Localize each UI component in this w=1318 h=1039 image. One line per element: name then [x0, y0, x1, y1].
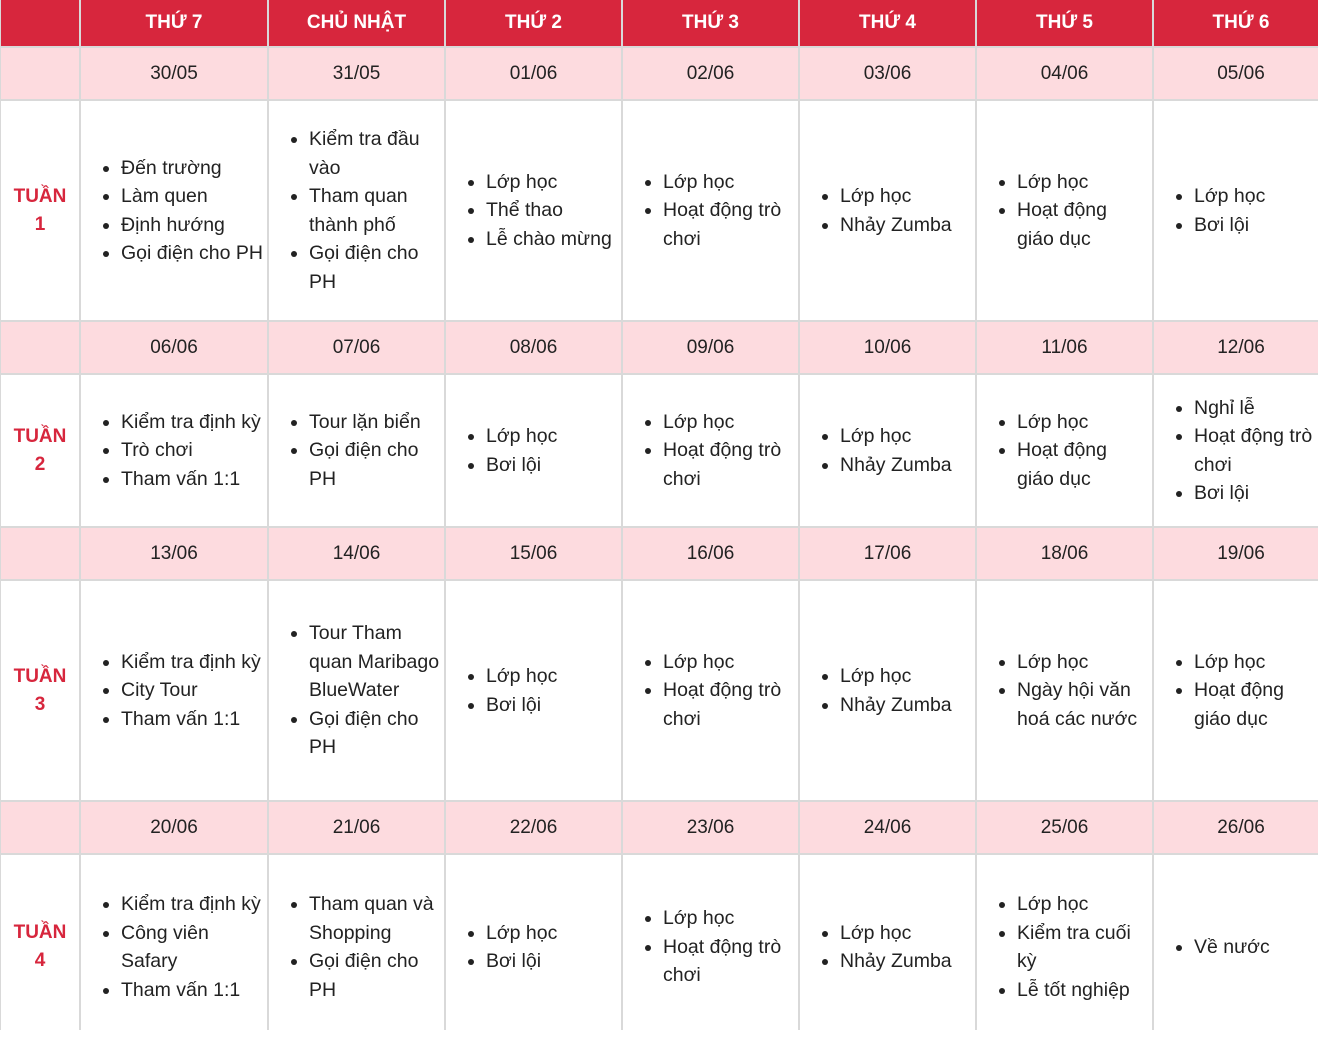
- activity-list: [800, 182, 952, 239]
- date-cell: 25/06: [977, 802, 1152, 853]
- activity-item: • Tour Tham quan Maribago BlueWater: [309, 619, 440, 705]
- activity-list: [81, 648, 261, 734]
- date-cell: 09/06: [623, 322, 798, 373]
- activity-item: • Nhảy Zumba: [840, 691, 952, 720]
- header-day: THỨ 6: [1154, 0, 1318, 46]
- date-cell: 03/06: [800, 48, 975, 99]
- activity-item: • Hoạt động trò chơi: [663, 196, 794, 253]
- activity-cell: [269, 101, 444, 320]
- week-number: 3: [34, 693, 46, 715]
- activity-cell: [977, 375, 1152, 526]
- activity-item: • Lớp học: [840, 662, 952, 691]
- activity-item: • Tham vấn 1:1: [121, 465, 261, 494]
- activity-list: [623, 168, 794, 254]
- activity-item: • Hoạt động giáo dục: [1017, 436, 1148, 493]
- date-cell: 02/06: [623, 48, 798, 99]
- activity-list: [1154, 182, 1265, 239]
- activity-list: [1154, 648, 1318, 734]
- activity-item: • Bơi lội: [486, 451, 557, 480]
- activity-cell: [81, 101, 267, 320]
- activity-item: • Hoạt động giáo dục: [1194, 676, 1318, 733]
- activity-item: • Lớp học: [1017, 890, 1148, 919]
- activity-list: [269, 408, 440, 494]
- date-cell: 15/06: [446, 528, 621, 579]
- activity-list: [81, 890, 263, 1004]
- activity-item: • Đến trường: [121, 154, 263, 183]
- week-label-text: TUẦN: [13, 425, 67, 447]
- date-cell: 07/06: [269, 322, 444, 373]
- activity-item: • Lớp học: [1194, 648, 1318, 677]
- activity-item: • Hoạt động trò chơi: [663, 436, 794, 493]
- activity-cell: [977, 581, 1152, 800]
- activity-item: • Nhảy Zumba: [840, 211, 952, 240]
- activity-item: • Gọi điện cho PH: [121, 239, 263, 268]
- activity-item: • Nhảy Zumba: [840, 451, 952, 480]
- activity-cell: [977, 101, 1152, 320]
- activity-item: • Kiểm tra đầu vào: [309, 125, 440, 182]
- activity-list: [977, 168, 1148, 254]
- activity-item: • Về nước: [1194, 933, 1270, 962]
- activity-item: • Hoạt động trò chơi: [663, 933, 794, 990]
- date-cell: 05/06: [1154, 48, 1318, 99]
- activity-item: • Lớp học: [663, 408, 794, 437]
- date-cell: 06/06: [81, 322, 267, 373]
- activity-item: • Hoạt động trò chơi: [663, 676, 794, 733]
- date-cell: 13/06: [81, 528, 267, 579]
- activity-item: • Tham vấn 1:1: [121, 705, 261, 734]
- activity-item: • Lớp học: [486, 422, 557, 451]
- activity-item: • Tour lặn biển: [309, 408, 440, 437]
- date-cell: 21/06: [269, 802, 444, 853]
- activity-list: [446, 919, 557, 976]
- date-cell: 22/06: [446, 802, 621, 853]
- activity-cell: [446, 101, 621, 320]
- week-label: [1, 101, 79, 320]
- activity-list: [81, 154, 263, 268]
- header-day: CHỦ NHẬT: [269, 0, 444, 46]
- activity-item: • Gọi điện cho PH: [309, 239, 440, 296]
- activity-cell: [623, 101, 798, 320]
- activity-cell: [81, 375, 267, 526]
- activity-list: [446, 662, 557, 719]
- date-cell: 17/06: [800, 528, 975, 579]
- activity-item: • Lớp học: [840, 919, 952, 948]
- week-label: [1, 581, 79, 800]
- activity-item: • Kiểm tra định kỳ: [121, 408, 261, 437]
- activity-item: • Bơi lội: [1194, 211, 1265, 240]
- activity-list: [977, 648, 1148, 734]
- activity-cell: [81, 581, 267, 800]
- activity-item: • Lớp học: [840, 182, 952, 211]
- activity-item: • Nhảy Zumba: [840, 947, 952, 976]
- activity-item: • Bơi lội: [486, 691, 557, 720]
- week-number: 1: [34, 213, 46, 235]
- week-label-text: TUẦN: [13, 922, 67, 943]
- date-cell: 14/06: [269, 528, 444, 579]
- activity-item: • Lớp học: [486, 919, 557, 948]
- date-cell: 19/06: [1154, 528, 1318, 579]
- date-cell: 04/06: [977, 48, 1152, 99]
- activity-item: • Lớp học: [1017, 408, 1148, 437]
- date-cell: 31/05: [269, 48, 444, 99]
- date-cell: 23/06: [623, 802, 798, 853]
- date-cell: 26/06: [1154, 802, 1318, 853]
- activity-item: • City Tour: [121, 676, 261, 705]
- date-cell: 18/06: [977, 528, 1152, 579]
- activity-item: • Định hướng: [121, 211, 263, 240]
- activity-item: • Lễ chào mừng: [486, 225, 612, 254]
- header-corner: [1, 0, 79, 46]
- date-cell: 10/06: [800, 322, 975, 373]
- activity-item: • Tham quan thành phố: [309, 182, 440, 239]
- activity-list: [800, 422, 952, 479]
- activity-cell: [800, 101, 975, 320]
- week-label-text: TUẦN: [13, 185, 67, 207]
- activity-item: • Kiểm tra định kỳ: [121, 890, 263, 919]
- activity-list: [269, 125, 440, 296]
- activity-item: • Hoạt động giáo dục: [1017, 196, 1148, 253]
- activity-item: • Thể thao: [486, 196, 612, 225]
- week-label-text: TUẦN: [13, 665, 67, 687]
- activity-list: [81, 408, 261, 494]
- header-day: THỨ 3: [623, 0, 798, 46]
- header-day: THỨ 7: [81, 0, 267, 46]
- activity-cell: [81, 855, 267, 1039]
- activity-item: • Công viên Safary: [121, 919, 263, 976]
- activity-list: [623, 408, 794, 494]
- activity-list: [269, 619, 440, 762]
- activity-cell: [446, 581, 621, 800]
- date-row-corner: [1, 802, 79, 853]
- activity-item: • Bơi lội: [486, 947, 557, 976]
- header-day: THỨ 5: [977, 0, 1152, 46]
- activity-item: • Tham vấn 1:1: [121, 976, 263, 1005]
- activity-cell: [446, 855, 621, 1039]
- activity-cell: [1154, 375, 1318, 526]
- date-cell: 30/05: [81, 48, 267, 99]
- activity-list: [1154, 394, 1318, 508]
- activity-list: [446, 168, 612, 254]
- header-day: THỨ 4: [800, 0, 975, 46]
- activity-list: [623, 648, 794, 734]
- activity-item: • Bơi lội: [1194, 479, 1318, 508]
- activity-cell: [1154, 101, 1318, 320]
- week-label: [1, 375, 79, 526]
- activity-cell: [623, 375, 798, 526]
- activity-list: [1154, 933, 1270, 962]
- date-cell: 16/06: [623, 528, 798, 579]
- activity-cell: [800, 375, 975, 526]
- activity-item: • Gọi điện cho PH: [309, 436, 440, 493]
- activity-cell: [977, 855, 1152, 1039]
- week-number: 2: [34, 453, 46, 475]
- date-cell: 11/06: [977, 322, 1152, 373]
- date-cell: 01/06: [446, 48, 621, 99]
- activity-item: • Lớp học: [663, 904, 794, 933]
- activity-item: • Kiểm tra cuối kỳ: [1017, 919, 1148, 976]
- date-row-corner: [1, 528, 79, 579]
- activity-cell: [446, 375, 621, 526]
- activity-list: [269, 890, 440, 1004]
- header-day: THỨ 2: [446, 0, 621, 46]
- activity-item: • Lễ tốt nghiệp: [1017, 976, 1148, 1005]
- activity-cell: [1154, 581, 1318, 800]
- activity-list: [446, 422, 557, 479]
- activity-item: • Trò chơi: [121, 436, 261, 465]
- activity-list: [977, 408, 1148, 494]
- activity-item: • Lớp học: [1017, 648, 1148, 677]
- activity-list: [623, 904, 794, 990]
- date-row-corner: [1, 48, 79, 99]
- activity-item: • Lớp học: [486, 662, 557, 691]
- date-cell: 24/06: [800, 802, 975, 853]
- date-cell: 20/06: [81, 802, 267, 853]
- activity-cell: [269, 855, 444, 1039]
- activity-cell: [800, 855, 975, 1039]
- activity-item: • Lớp học: [1194, 182, 1265, 211]
- activity-list: [800, 662, 952, 719]
- activity-item: • Gọi điện cho PH: [309, 947, 440, 1004]
- activity-cell: [623, 581, 798, 800]
- activity-item: • Lớp học: [663, 168, 794, 197]
- activity-cell: [269, 581, 444, 800]
- activity-cell: [1154, 855, 1318, 1039]
- activity-list: [977, 890, 1148, 1004]
- activity-cell: [623, 855, 798, 1039]
- activity-item: • Kiểm tra định kỳ: [121, 648, 261, 677]
- activity-item: • Lớp học: [1017, 168, 1148, 197]
- activity-item: • Lớp học: [663, 648, 794, 677]
- activity-cell: [800, 581, 975, 800]
- week-number: 4: [34, 950, 46, 971]
- activity-item: • Ngày hội văn hoá các nước: [1017, 676, 1148, 733]
- date-cell: 08/06: [446, 322, 621, 373]
- activity-item: • Lớp học: [840, 422, 952, 451]
- week-label: [1, 855, 79, 1039]
- activity-item: • Gọi điện cho PH: [309, 705, 440, 762]
- activity-cell: [269, 375, 444, 526]
- date-cell: 12/06: [1154, 322, 1318, 373]
- activity-list: [800, 919, 952, 976]
- activity-item: • Lớp học: [486, 168, 612, 197]
- date-row-corner: [1, 322, 79, 373]
- activity-item: • Hoạt động trò chơi: [1194, 422, 1318, 479]
- activity-item: • Làm quen: [121, 182, 263, 211]
- activity-item: • Tham quan và Shopping: [309, 890, 440, 947]
- activity-item: • Nghỉ lễ: [1194, 394, 1318, 423]
